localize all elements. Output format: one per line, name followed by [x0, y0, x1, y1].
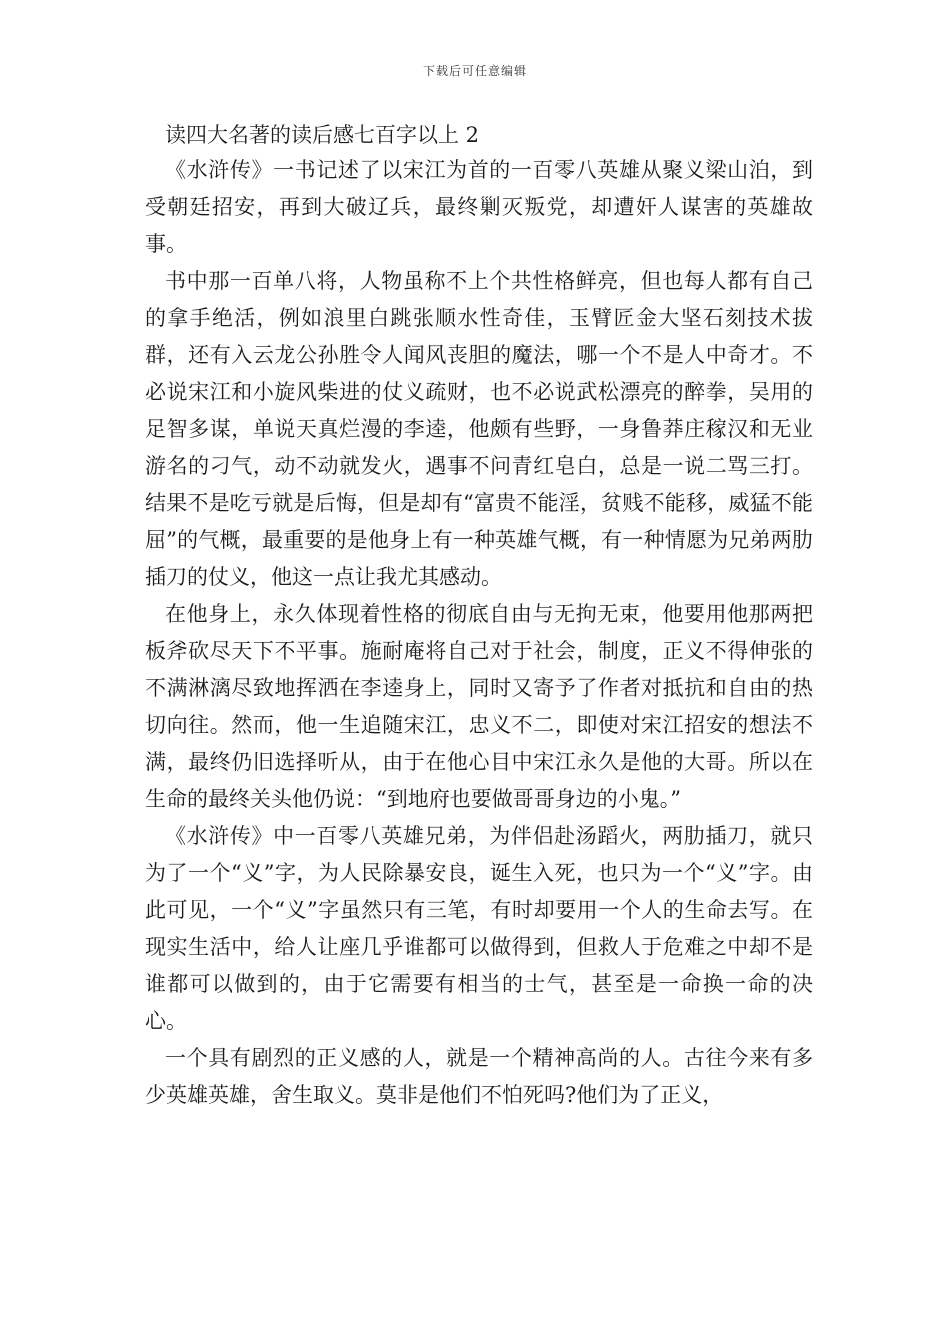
- document-title: 读四大名著的读后感七百字以上 2: [165, 123, 480, 147]
- paragraph-3: 在他身上，永久体现着性格的彻底自由与无拘无束，他要用他那两把板斧砍尽天下不平事。施耐庵将自己对于社会，制度，正义不得伸张的不满淋漓尽致地挥洒在李逵身上，同时又寄予了作者对抵抗和自由的热切向往。然而，他一生追随宋江，忠义不二，即使对宋江招安的想法不满，最终仍旧选择听从，由于在他心目中宋江永久是他的大哥。所以在生命的最终关头他仍说：“到地府也要做哥哥身边的小鬼。”: [145, 602, 813, 811]
- paragraph-1: 《水浒传》一书记述了以宋江为首的一百零八英雄从聚义梁山泊，到受朝廷招安，再到大破辽兵，最终剿灭叛党，却遭奸人谋害的英雄故事。: [145, 158, 813, 256]
- paragraph-5: 一个具有剧烈的正义感的人，就是一个精神高尚的人。古往今来有多少英雄英雄，舍生取义。莫非是他们不怕死吗?他们为了正义，: [145, 1046, 813, 1107]
- paragraph-2: 书中那一百单八将，人物虽称不上个共性格鲜亮，但也每人都有自己的拿手绝活，例如浪里白跳张顺水性奇佳，玉臂匠金大坚石刻技术拔群，还有入云龙公孙胜令人闻风丧胆的魔法，哪一个不是人中奇才。不必说宋江和小旋风柴进的仗义疏财，也不必说武松漂亮的醉拳，吴用的足智多谋，单说天真烂漫的李逵，他颇有些野，一身鲁莽庄稼汉和无业游名的刁气，动不动就发火，遇事不问青红皂白，总是一说二骂三打。结果不是吃亏就是后悔，但是却有“富贵不能淫，贫贱不能移，威猛不能屈”的气概，最重要的是他身上有一种英雄气概，有一种情愿为兄弟两肋插刀的仗义，他这一点让我尤其感动。: [145, 269, 813, 589]
- paragraph-4: 《水浒传》中一百零八英雄兄弟，为伴侣赴汤蹈火，两肋插刀，就只为了一个“义”字，为人民除暴安良，诞生入死，也只为一个“义”字。由此可见，一个“义”字虽然只有三笔，有时却要用一个人的生命去写。在现实生活中，给人让座几乎谁都可以做得到，但救人于危难之中却不是谁都可以做到的，由于它需要有相当的士气，甚至是一命换一命的决心。: [145, 824, 813, 1033]
- page-header: 下载后可任意编辑: [422, 64, 527, 78]
- document-body: [145, 118, 813, 1114]
